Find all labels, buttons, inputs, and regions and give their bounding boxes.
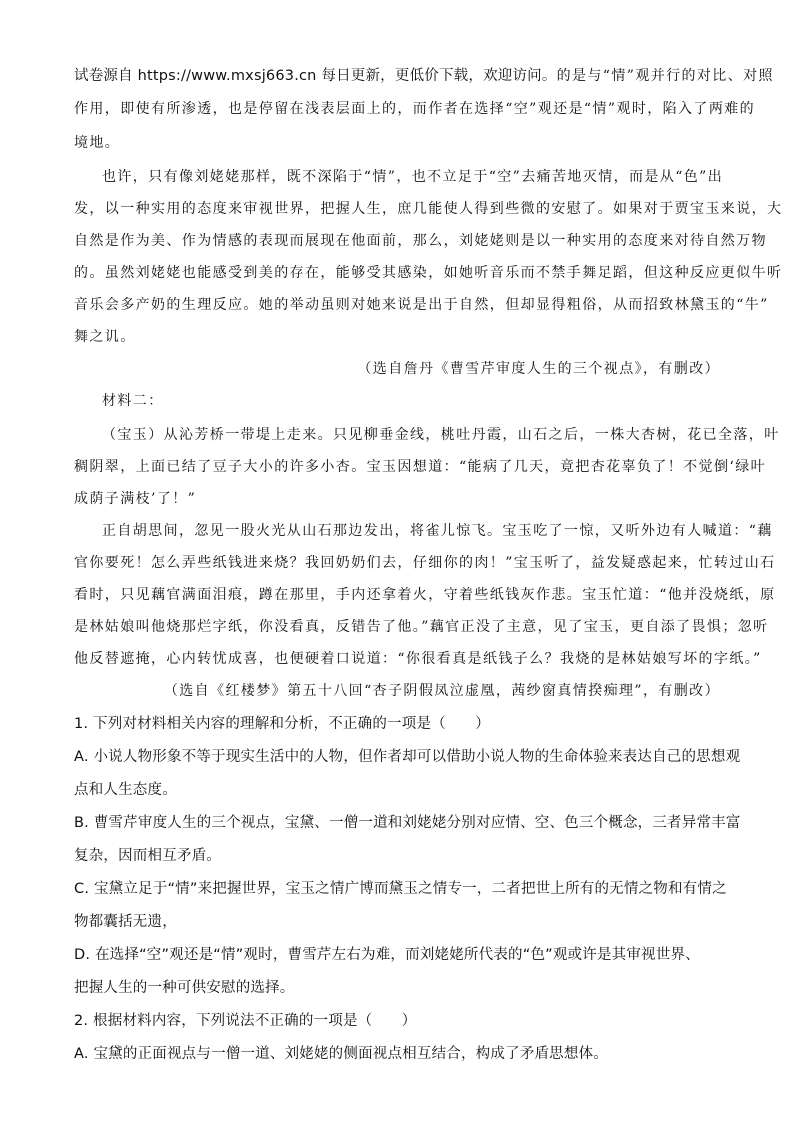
passage-line: 的。虽然刘姥姥也能感受到美的存在，能够受其感染，如她听音乐而不禁手舞足蹈，但这种反应更似牛听 bbox=[74, 265, 783, 281]
passage-line: 正自胡思间，忽见一股火光从山石那边发出，将雀儿惊飞。宝玉吃了一惊，又听外边有人喊道：“藕 bbox=[102, 523, 773, 539]
passage-line: 舞之讥。 bbox=[74, 329, 136, 345]
passage-line: 成荫子满枝’了！” bbox=[74, 491, 197, 507]
option-d: D. 在选择“空”观还是“情”观时，曹雪芹左右为难，而刘姥姥所代表的“色”观或许是其审视世界、 bbox=[74, 947, 700, 963]
citation: （选自《红楼梦》第五十八回“杏子阴假凤泣虚凰，茜纱窗真情揆痴理”，有删改） bbox=[163, 683, 720, 699]
option-d-cont: 把握人生的一种可供安慰的选择。 bbox=[74, 980, 295, 996]
passage-line: 也许，只有像刘姥姥那样，既不深陷于“情”，也不立足于“空”去痛苦地灭情，而是从“色”出 bbox=[102, 169, 724, 185]
passage-line: 他反替遮掩，心内转忧成喜，也便硬着口说道：“你很看真是纸钱子么？我烧的是林姑娘写坏的字纸。” bbox=[74, 651, 762, 667]
passage-line: 稠阴翠，上面已结了豆子大小的许多小杏。宝玉因想道：“能病了几天，竟把杏花辜负了！不觉倒‘绿叶 bbox=[74, 459, 767, 475]
passage-line: 官你要死！怎么弄些纸钱进来烧？我回奶奶们去，仔细你的肉！”宝玉听了，益发疑惑起来，忙转过山石 bbox=[74, 555, 776, 571]
passage-line: 自然是作为美、作为情感的表现而展现在他面前，那么，刘姥姥则是以一种实用的态度来对待自然万物 bbox=[74, 233, 767, 249]
passage-line: 的是与“情”观并行的对比、对照 bbox=[556, 68, 774, 84]
question-stem: 2. 根据材料内容，下列说法不正确的一项是（ ） bbox=[74, 1013, 417, 1029]
citation: （选自詹丹《曹雪芹审度人生的三个视点》，有删改） bbox=[357, 361, 720, 377]
passage-line: 境地。 bbox=[74, 135, 121, 151]
passage-line: 发，以一种实用的态度来审视世界，把握人生，庶几能使人得到些微的安慰了。如果对于贾宝玉来说，大 bbox=[74, 201, 783, 217]
option-b-cont: 复杂，因而相互矛盾。 bbox=[74, 848, 221, 864]
passage-line: 是林姑娘叫他烧那烂字纸，你没看真，反错告了他。”藕官正没了主意，见了宝玉，更自添了畏惧；忽听 bbox=[74, 619, 769, 635]
passage-line: 看时，只见藕官满面泪痕，蹲在那里，手内还拿着火，守着些纸钱灰作悲。宝玉忙道：“他并没烧纸，原 bbox=[74, 587, 776, 603]
source-banner: 试卷源自 https://www.mxsj663.cn 每日更新，更低价下载，欢迎访问。 bbox=[74, 68, 557, 84]
header-line bbox=[74, 64, 774, 85]
option-a-cont: 点和人生态度。 bbox=[74, 782, 177, 798]
passage-line: 音乐会多产奶的生理反应。她的举动虽则对她来说是出于自然，但却显得粗俗，从而招致林黛玉的“牛” bbox=[74, 297, 769, 313]
passage-line: 作用，即使有所渗透，也是停留在浅表层面上的，而作者在选择“空”观还是“情”观时，陷入了两难的 bbox=[74, 101, 756, 117]
option-a: A. 小说人物形象不等于现实生活中的人物，但作者却可以借助小说人物的生命体验来表达自己的思想观 bbox=[74, 749, 741, 765]
option-c: C. 宝黛立足于“情”来把握世界，宝玉之情广博而黛玉之情专一，二者把世上所有的无情之物和有情之 bbox=[74, 881, 727, 897]
option-b: B. 曹雪芹审度人生的三个视点，宝黛、一僧一道和刘姥姥分别对应情、空、色三个概念，三者异常丰富 bbox=[74, 815, 741, 831]
passage-line: （宝玉）从沁芳桥一带堤上走来。只见柳垂金线，桃吐丹霞，山石之后，一株大杏树，花已全落，叶 bbox=[102, 427, 780, 443]
question-stem: 1. 下列对材料相关内容的理解和分析，不正确的一项是（ ） bbox=[74, 716, 490, 732]
option-a: A. 宝黛的正面视点与一僧一道、刘姥姥的侧面视点相互结合，构成了矛盾思想体。 bbox=[74, 1046, 608, 1062]
section-heading: 材料二： bbox=[102, 393, 164, 409]
option-c-cont: 物都囊括无遗， bbox=[74, 914, 177, 930]
